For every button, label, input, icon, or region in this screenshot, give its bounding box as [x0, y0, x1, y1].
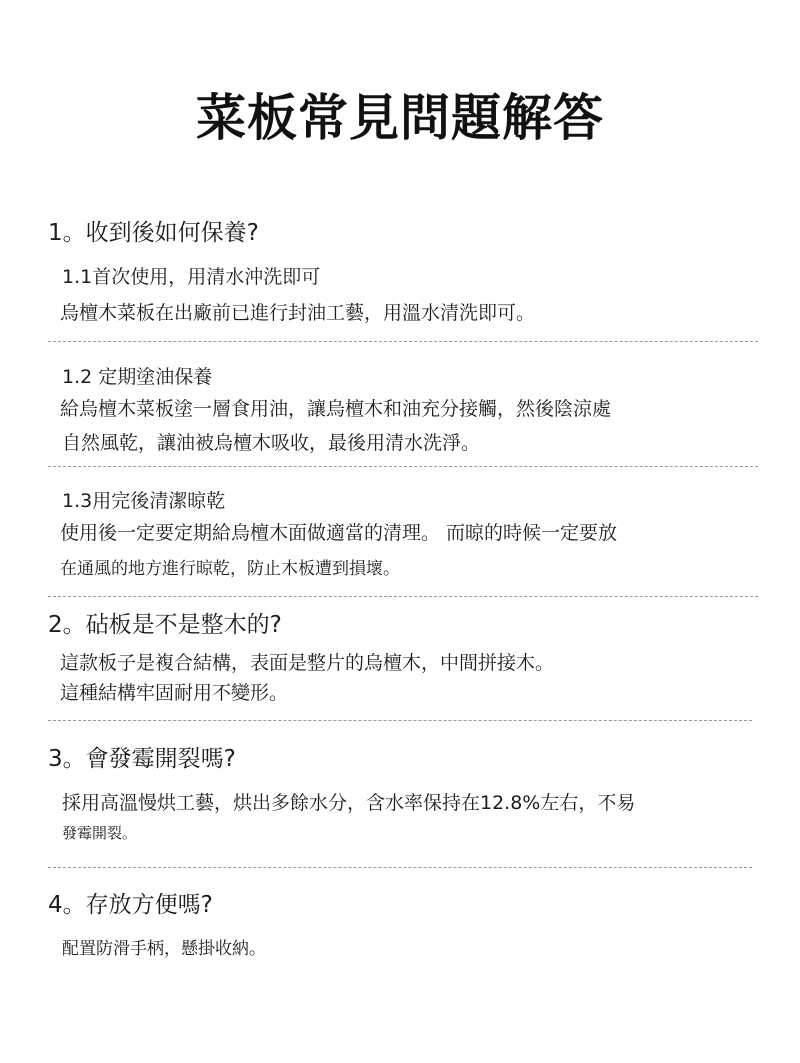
page-title: 菜板常見問題解答	[196, 89, 604, 147]
section-1-1-line-1: 烏檀木菜板在出廠前已進行封油工藝，用溫水清洗即可。	[60, 302, 536, 324]
question-2-line-1: 這款板子是複合結構，表面是整片的烏檀木，中間拼接木。	[60, 652, 555, 674]
question-4-heading: 4。存放方便嗎?	[48, 892, 213, 918]
question-2-line-2: 這種結構牢固耐用不變形。	[60, 682, 289, 704]
question-4-line-1: 配置防滑手柄，懸掛收納。	[62, 939, 266, 959]
question-2-heading: 2。砧板是不是整木的?	[48, 612, 282, 638]
divider	[48, 596, 758, 597]
section-1-3-line-1: 使用後一定要定期給烏檀木面做適當的清理。 而晾的時候一定要放	[60, 522, 618, 544]
question-3-heading: 3。會發霉開裂嗎?	[48, 746, 236, 772]
question-3-line-2: 發霉開裂。	[62, 824, 138, 842]
divider	[48, 341, 758, 342]
section-1-1-title: 1.1首次使用，用清水沖洗即可	[62, 266, 321, 288]
section-1-2-title: 1.2 定期塗油保養	[62, 366, 213, 388]
question-3-line-1: 採用高溫慢烘工藝，烘出多餘水分，含水率保持在12.8%左右，不易	[62, 792, 636, 814]
section-1-3-title: 1.3用完後清潔晾乾	[62, 490, 226, 512]
section-1-2-line-1: 給烏檀木菜板塗一層食用油，讓烏檀木和油充分接觸，然後陰涼處	[60, 398, 612, 420]
section-1-2-line-2: 自然風乾，讓油被烏檀木吸收，最後用清水洗淨。	[62, 432, 481, 454]
question-1-heading: 1。收到後如何保養?	[48, 220, 259, 246]
divider	[48, 466, 758, 467]
section-1-3-line-2: 在通風的地方進行晾乾，防止木板遭到損壞。	[60, 559, 400, 579]
divider	[48, 867, 752, 868]
divider	[48, 720, 752, 721]
